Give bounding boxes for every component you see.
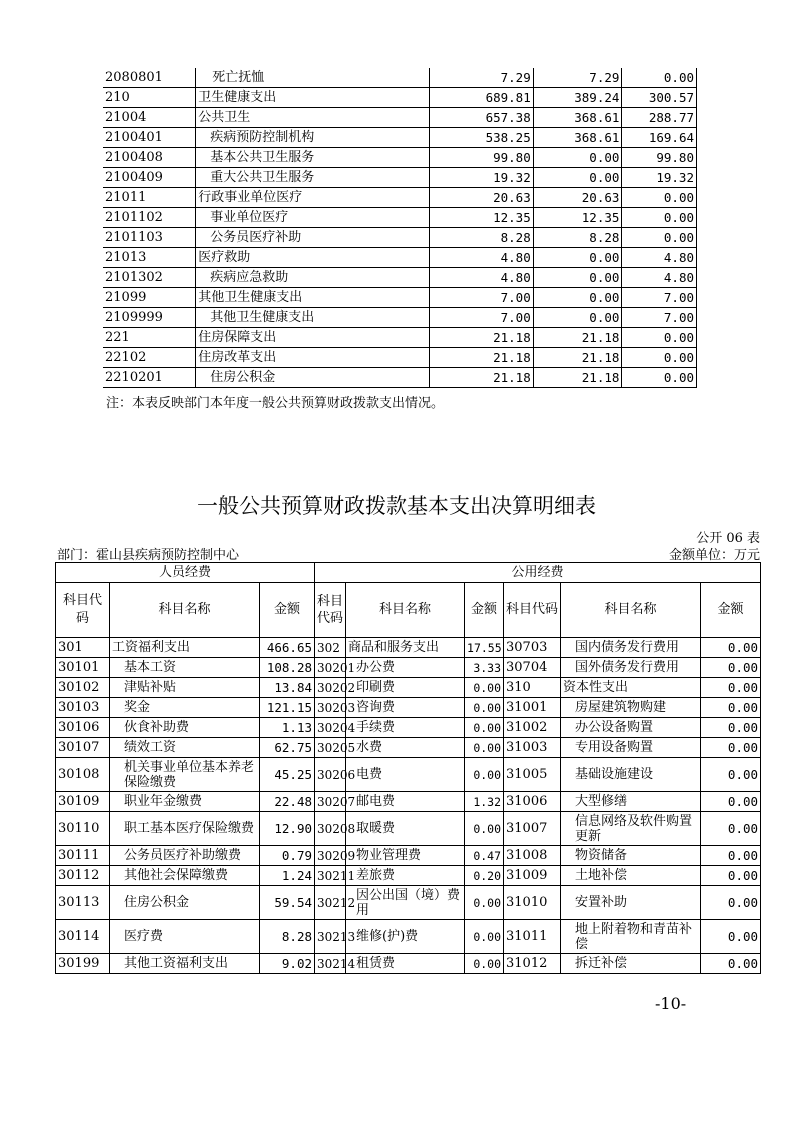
capital-name: 拆迁补偿 — [561, 954, 701, 974]
amount-basic: 0.00 — [533, 288, 622, 308]
table-row — [103, 268, 697, 288]
personnel-name: 职工基本医疗保险缴费 — [110, 812, 260, 846]
department-label: 部门：霍山县疾病预防控制中心 — [57, 548, 240, 563]
public-name: 因公出国（境）费用 — [346, 886, 465, 920]
amount-total: 8.28 — [429, 228, 533, 248]
public-name: 水费 — [346, 738, 465, 758]
public-code: 30214 — [315, 954, 346, 974]
amount-total: 19.32 — [429, 168, 533, 188]
subject-code: 2101102 — [103, 208, 196, 228]
subject-code: 2100409 — [103, 168, 196, 188]
public-amount: 0.00 — [465, 920, 504, 954]
subject-code: 210 — [103, 88, 196, 108]
capital-name: 地上附着物和青苗补偿 — [561, 920, 701, 954]
page-title: 一般公共预算财政拨款基本支出决算明细表 — [197, 494, 596, 518]
personnel-amount: 0.79 — [260, 846, 315, 866]
amount-basic: 0.00 — [533, 168, 622, 188]
subject-name: 疾病预防控制机构 — [196, 128, 430, 148]
table-row — [103, 208, 697, 228]
public-code: 30205 — [315, 738, 346, 758]
subject-code: 2101302 — [103, 268, 196, 288]
capital-amount: 0.00 — [701, 718, 761, 738]
personnel-name: 住房公积金 — [110, 886, 260, 920]
amount-basic: 20.63 — [533, 188, 622, 208]
public-amount: 0.20 — [465, 866, 504, 886]
public-amount: 0.00 — [465, 954, 504, 974]
capital-code: 30703 — [504, 638, 561, 658]
amount-total: 12.35 — [429, 208, 533, 228]
public-amount: 0.00 — [465, 758, 504, 792]
public-table-number: 公开 06 表 — [696, 531, 760, 546]
personnel-amount: 1.13 — [260, 718, 315, 738]
table-row — [56, 658, 761, 678]
subject-name: 事业单位医疗 — [196, 208, 430, 228]
subject-name: 住房保障支出 — [196, 328, 430, 348]
table-basic-expenditure-detail — [55, 562, 761, 974]
subject-code: 2210201 — [103, 368, 196, 388]
personnel-name: 其他社会保障缴费 — [110, 866, 260, 886]
capital-code: 30704 — [504, 658, 561, 678]
personnel-amount: 466.65 — [260, 638, 315, 658]
subject-name: 基本公共卫生服务 — [196, 148, 430, 168]
amount-project: 300.57 — [622, 88, 697, 108]
public-amount: 0.00 — [465, 678, 504, 698]
capital-amount: 0.00 — [701, 658, 761, 678]
subject-code: 2109999 — [103, 308, 196, 328]
subject-name: 公共卫生 — [196, 108, 430, 128]
amount-total: 21.18 — [429, 368, 533, 388]
amount-project: 0.00 — [622, 188, 697, 208]
amount-project: 0.00 — [622, 208, 697, 228]
public-code: 30203 — [315, 698, 346, 718]
public-amount: 3.33 — [465, 658, 504, 678]
personnel-name: 其他工资福利支出 — [110, 954, 260, 974]
personnel-amount: 13.84 — [260, 678, 315, 698]
capital-code: 31003 — [504, 738, 561, 758]
public-amount: 17.55 — [465, 638, 504, 658]
col-header-code: 科目代码 — [56, 583, 110, 638]
capital-amount: 0.00 — [701, 792, 761, 812]
capital-name: 物资储备 — [561, 846, 701, 866]
subject-name: 重大公共卫生服务 — [196, 168, 430, 188]
amount-total: 7.00 — [429, 288, 533, 308]
amount-project: 169.64 — [622, 128, 697, 148]
public-name: 租赁费 — [346, 954, 465, 974]
amount-total: 657.38 — [429, 108, 533, 128]
subject-code: 2080801 — [103, 68, 196, 88]
table-note: 注：本表反映部门本年度一般公共预算财政拨款支出情况。 — [106, 396, 445, 411]
public-name: 电费 — [346, 758, 465, 792]
capital-amount: 0.00 — [701, 812, 761, 846]
public-amount: 0.00 — [465, 738, 504, 758]
subject-code: 21013 — [103, 248, 196, 268]
table-budget-expenditure-continued — [103, 68, 697, 388]
public-code: 302 — [315, 638, 346, 658]
amount-total: 689.81 — [429, 88, 533, 108]
public-amount: 0.00 — [465, 886, 504, 920]
capital-amount: 0.00 — [701, 954, 761, 974]
table-row — [103, 288, 697, 308]
public-code: 30211 — [315, 866, 346, 886]
amount-project: 99.80 — [622, 148, 697, 168]
capital-amount: 0.00 — [701, 638, 761, 658]
amount-total: 99.80 — [429, 148, 533, 168]
personnel-amount: 121.15 — [260, 698, 315, 718]
personnel-code: 30107 — [56, 738, 110, 758]
amount-total: 7.29 — [429, 68, 533, 88]
public-amount: 0.00 — [465, 718, 504, 738]
col-header-code: 科目 代码 — [315, 583, 346, 638]
amount-basic: 21.18 — [533, 368, 622, 388]
table-row — [103, 128, 697, 148]
col-header-name: 科目名称 — [346, 583, 465, 638]
amount-basic: 0.00 — [533, 268, 622, 288]
personnel-code: 30111 — [56, 846, 110, 866]
personnel-amount: 45.25 — [260, 758, 315, 792]
subject-code: 22102 — [103, 348, 196, 368]
capital-code: 31006 — [504, 792, 561, 812]
amount-total: 7.00 — [429, 308, 533, 328]
capital-name: 国内债务发行费用 — [561, 638, 701, 658]
table-row — [103, 168, 697, 188]
personnel-amount: 1.24 — [260, 866, 315, 886]
personnel-code: 30108 — [56, 758, 110, 792]
capital-code: 31012 — [504, 954, 561, 974]
amount-project: 4.80 — [622, 248, 697, 268]
public-name: 维修(护)费 — [346, 920, 465, 954]
public-amount: 0.00 — [465, 812, 504, 846]
subject-name: 其他卫生健康支出 — [196, 288, 430, 308]
public-amount: 0.47 — [465, 846, 504, 866]
amount-total: 20.63 — [429, 188, 533, 208]
personnel-code: 30109 — [56, 792, 110, 812]
subject-code: 2101103 — [103, 228, 196, 248]
public-name: 办公费 — [346, 658, 465, 678]
personnel-code: 30110 — [56, 812, 110, 846]
table-row — [103, 368, 697, 388]
table-row — [56, 954, 761, 974]
public-code: 30209 — [315, 846, 346, 866]
public-code: 30202 — [315, 678, 346, 698]
col-header-amount: 金额 — [260, 583, 315, 638]
amount-project: 0.00 — [622, 348, 697, 368]
personnel-code: 30102 — [56, 678, 110, 698]
amount-basic: 21.18 — [533, 348, 622, 368]
capital-name: 安置补助 — [561, 886, 701, 920]
amount-project: 7.00 — [622, 308, 697, 328]
personnel-amount: 9.02 — [260, 954, 315, 974]
amount-basic: 21.18 — [533, 328, 622, 348]
subject-code: 2100408 — [103, 148, 196, 168]
capital-code: 31011 — [504, 920, 561, 954]
capital-name: 土地补偿 — [561, 866, 701, 886]
table-row — [56, 866, 761, 886]
table-row — [103, 248, 697, 268]
personnel-name: 基本工资 — [110, 658, 260, 678]
amount-total: 4.80 — [429, 268, 533, 288]
amount-basic: 0.00 — [533, 308, 622, 328]
amount-basic: 0.00 — [533, 148, 622, 168]
table-row — [103, 328, 697, 348]
capital-code: 31002 — [504, 718, 561, 738]
public-name: 取暖费 — [346, 812, 465, 846]
amount-total: 21.18 — [429, 328, 533, 348]
personnel-name: 伙食补助费 — [110, 718, 260, 738]
subject-name: 住房改革支出 — [196, 348, 430, 368]
amount-project: 288.77 — [622, 108, 697, 128]
subject-name: 死亡抚恤 — [196, 68, 430, 88]
amount-project: 0.00 — [622, 328, 697, 348]
capital-amount: 0.00 — [701, 758, 761, 792]
capital-code: 31005 — [504, 758, 561, 792]
subject-name: 行政事业单位医疗 — [196, 188, 430, 208]
subject-name: 医疗救助 — [196, 248, 430, 268]
personnel-name: 绩效工资 — [110, 738, 260, 758]
personnel-name: 医疗费 — [110, 920, 260, 954]
amount-basic: 389.24 — [533, 88, 622, 108]
subject-code: 21004 — [103, 108, 196, 128]
personnel-amount: 12.90 — [260, 812, 315, 846]
personnel-name: 机关事业单位基本养老保险缴费 — [110, 758, 260, 792]
subject-code: 221 — [103, 328, 196, 348]
subject-name: 住房公积金 — [196, 368, 430, 388]
capital-code: 310 — [504, 678, 561, 698]
personnel-code: 30112 — [56, 866, 110, 886]
table-row — [103, 188, 697, 208]
public-code: 30212 — [315, 886, 346, 920]
capital-code: 31001 — [504, 698, 561, 718]
public-code: 30204 — [315, 718, 346, 738]
amount-project: 0.00 — [622, 228, 697, 248]
personnel-name: 公务员医疗补助缴费 — [110, 846, 260, 866]
personnel-name: 奖金 — [110, 698, 260, 718]
capital-code: 31007 — [504, 812, 561, 846]
amount-basic: 368.61 — [533, 108, 622, 128]
table-row — [56, 698, 761, 718]
subject-name: 公务员医疗补助 — [196, 228, 430, 248]
subject-code: 2100401 — [103, 128, 196, 148]
amount-total: 4.80 — [429, 248, 533, 268]
col-header-amount: 金额 — [465, 583, 504, 638]
capital-amount: 0.00 — [701, 738, 761, 758]
col-header-name: 科目名称 — [110, 583, 260, 638]
capital-name: 信息网络及软件购置更新 — [561, 812, 701, 846]
page-number: -10- — [655, 994, 687, 1013]
public-code: 30201 — [315, 658, 346, 678]
public-code: 30206 — [315, 758, 346, 792]
subject-name: 其他卫生健康支出 — [196, 308, 430, 328]
table-row — [56, 718, 761, 738]
personnel-name: 津贴补贴 — [110, 678, 260, 698]
table-row — [56, 846, 761, 866]
personnel-amount: 8.28 — [260, 920, 315, 954]
capital-amount: 0.00 — [701, 866, 761, 886]
personnel-code: 30103 — [56, 698, 110, 718]
table-row — [56, 886, 761, 920]
public-name: 物业管理费 — [346, 846, 465, 866]
personnel-code: 30199 — [56, 954, 110, 974]
personnel-name: 工资福利支出 — [110, 638, 260, 658]
group-header-personnel: 人员经费 — [56, 563, 315, 583]
personnel-code: 30113 — [56, 886, 110, 920]
amount-project: 0.00 — [622, 368, 697, 388]
personnel-code: 30101 — [56, 658, 110, 678]
public-amount: 0.00 — [465, 698, 504, 718]
personnel-name: 职业年金缴费 — [110, 792, 260, 812]
amount-basic: 7.29 — [533, 68, 622, 88]
capital-name: 大型修缮 — [561, 792, 701, 812]
capital-amount: 0.00 — [701, 846, 761, 866]
public-name: 差旅费 — [346, 866, 465, 886]
capital-name: 办公设备购置 — [561, 718, 701, 738]
table-row — [103, 348, 697, 368]
amount-total: 538.25 — [429, 128, 533, 148]
table-row — [103, 308, 697, 328]
capital-code: 31009 — [504, 866, 561, 886]
personnel-code: 30114 — [56, 920, 110, 954]
personnel-amount: 108.28 — [260, 658, 315, 678]
subject-name: 疾病应急救助 — [196, 268, 430, 288]
table-row — [103, 88, 697, 108]
personnel-code: 301 — [56, 638, 110, 658]
subject-code: 21011 — [103, 188, 196, 208]
public-name: 手续费 — [346, 718, 465, 738]
col-header-code: 科目代码 — [504, 583, 561, 638]
capital-amount: 0.00 — [701, 678, 761, 698]
personnel-amount: 62.75 — [260, 738, 315, 758]
subject-code: 21099 — [103, 288, 196, 308]
amount-project: 4.80 — [622, 268, 697, 288]
public-name: 咨询费 — [346, 698, 465, 718]
table-row — [103, 228, 697, 248]
table-row — [56, 920, 761, 954]
personnel-amount: 59.54 — [260, 886, 315, 920]
col-header-name: 科目名称 — [561, 583, 701, 638]
capital-name: 国外债务发行费用 — [561, 658, 701, 678]
public-code: 30213 — [315, 920, 346, 954]
amount-project: 19.32 — [622, 168, 697, 188]
amount-basic: 8.28 — [533, 228, 622, 248]
capital-code: 31008 — [504, 846, 561, 866]
table-row — [103, 68, 697, 88]
capital-amount: 0.00 — [701, 698, 761, 718]
public-code: 30208 — [315, 812, 346, 846]
table-row — [56, 678, 761, 698]
group-header-public: 公用经费 — [315, 563, 761, 583]
amount-basic: 0.00 — [533, 248, 622, 268]
public-code: 30207 — [315, 792, 346, 812]
table-row — [56, 792, 761, 812]
table-row — [56, 812, 761, 846]
table-row — [56, 758, 761, 792]
capital-code: 31010 — [504, 886, 561, 920]
table-row — [103, 148, 697, 168]
capital-name: 资本性支出 — [561, 678, 701, 698]
personnel-amount: 22.48 — [260, 792, 315, 812]
col-header-amount: 金额 — [701, 583, 761, 638]
table-row — [103, 108, 697, 128]
table-row — [56, 738, 761, 758]
amount-project: 7.00 — [622, 288, 697, 308]
amount-total: 21.18 — [429, 348, 533, 368]
personnel-code: 30106 — [56, 718, 110, 738]
amount-basic: 12.35 — [533, 208, 622, 228]
capital-amount: 0.00 — [701, 886, 761, 920]
public-name: 商品和服务支出 — [346, 638, 465, 658]
table-row — [56, 638, 761, 658]
public-amount: 1.32 — [465, 792, 504, 812]
capital-name: 基础设施建设 — [561, 758, 701, 792]
amount-project: 0.00 — [622, 68, 697, 88]
capital-name: 房屋建筑物购建 — [561, 698, 701, 718]
public-name: 邮电费 — [346, 792, 465, 812]
capital-name: 专用设备购置 — [561, 738, 701, 758]
amount-unit-label: 金额单位：万元 — [668, 548, 760, 563]
amount-basic: 368.61 — [533, 128, 622, 148]
public-name: 印刷费 — [346, 678, 465, 698]
subject-name: 卫生健康支出 — [196, 88, 430, 108]
capital-amount: 0.00 — [701, 920, 761, 954]
